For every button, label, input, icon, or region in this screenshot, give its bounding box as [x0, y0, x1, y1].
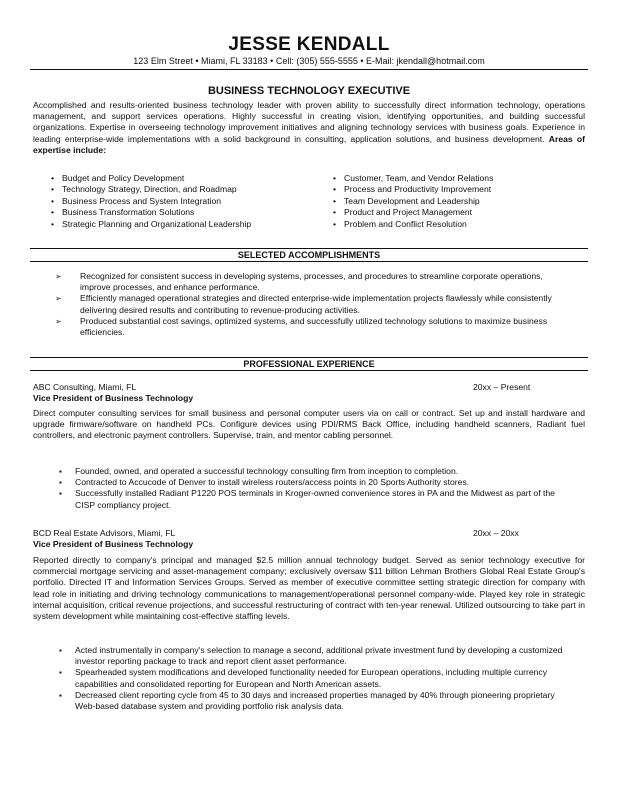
job-dates: 20xx – 20xx — [473, 528, 519, 538]
company-name: ABC Consulting, Miami, FL — [33, 382, 137, 392]
professional-headline: BUSINESS TECHNOLOGY EXECUTIVE — [207, 85, 411, 97]
job-bullet-list — [55, 645, 575, 712]
accomplishments-heading: SELECTED ACCOMPLISHMENTS — [30, 248, 588, 262]
accomplishment-item: ➢ Efficiently managed operational strategies and directed enterprise-wide implementation projects flawlessly while consistently delivering desired results and contributing to revenue-producing activities. — [55, 293, 570, 315]
skills-list-left — [46, 173, 316, 230]
job-header — [33, 382, 585, 393]
job-bullet: ▪ Acted instrumentally in company's selection to manage a second, additional private investment fund by developing a customized investor reporting package to track and report client asset performance. — [55, 645, 575, 667]
accomplishments-list — [55, 271, 570, 338]
skill-item: • Business Transformation Solutions — [46, 207, 316, 218]
header-divider — [30, 69, 588, 70]
summary-text: Accomplished and results-oriented business technology leader with proven ability to successfully direct information technology, operations management, and support services operations. Highly successful in creating vision, identifying opportunities, and building successful organizations. Expertise in overseeing technology improvement initiatives and aligning technology services with business goals. Experience in leading enterprise-wide implementations with a solid background in consulting, application solutions, and business development. — [33, 100, 585, 144]
accomplishment-item: ➢ Produced substantial cost savings, optimized systems, and successfully utilized technology solutions to maximize business efficiencies. — [55, 316, 570, 338]
skill-item: • Strategic Planning and Organizational Leadership — [46, 219, 316, 230]
job-header — [33, 528, 585, 539]
job-bullet: ▪ Decreased client reporting cycle from 45 to 30 days and increased properties managed by 40% through pioneering proprietary Web-based database system and providing portfolio risk analysis data. — [55, 690, 575, 712]
candidate-name: JESSE KENDALL — [228, 34, 390, 55]
expertise-label: Areas of expertise include: — [33, 133, 586, 155]
skill-item: • Problem and Conflict Resolution — [328, 219, 588, 230]
job-bullet: ▪ Founded, owned, and operated a successful technology consulting firm from inception to completion. — [55, 466, 575, 477]
job-title: Vice President of Business Technology — [33, 539, 194, 549]
job-bullet: ▪ Contracted to Accucode of Denver to install wireless routers/access points in 20 Sports Authority stores. — [55, 477, 575, 488]
job-bullet: ▪ Successfully installed Radiant P1220 POS terminals in Kroger-owned convenience stores in PA and the Midwest as part of the CISP compliancy project. — [55, 488, 575, 510]
skill-item: • Budget and Policy Development — [46, 173, 316, 184]
skill-item: • Business Process and System Integration — [46, 196, 316, 207]
skill-item: • Technology Strategy, Direction, and Roadmap — [46, 184, 316, 195]
job-bullet: ▪ Spearheaded system modifications and developed functionality needed for European operations, including multiple currency capabilities and consolidated reporting for European and North American assets. — [55, 667, 575, 689]
job-bullet-list — [55, 466, 575, 511]
company-name: BCD Real Estate Advisors, Miami, FL — [33, 528, 176, 538]
job-description: Direct computer consulting services for small business and personal computer users via on call or contract. Set up and install hardware and upgrade firmware/software on handheld PCs. Configure devices using PDI/RMS Back Office, including handheld scanners, Radiant fuel controllers, and electronic payment controllers. Supervise, train, and mentor cabling personnel. — [33, 408, 585, 441]
job-title: Vice President of Business Technology — [33, 393, 194, 403]
job-description: Reported directly to company's principal and managed $2.5 million annual technology budget. Served as senior technology executive for commercial mortgage servicing and asset-management company; exclusively oversaw $11 billion Lehman Brothers Global Real Estate Group's portfolio. Directed IT and Information Services Groups. Served as member of executive committee setting strategic direction for company with lead role in initiating and driving technology communications to management/operational personnel company-wide. Played key role in strategic internal acquisition, critical revenue projections, and successful restructuring of contract with ten-year renewal. Utilized outsourcing to take part in system development while maintaining cost-effective staffing levels. — [33, 555, 585, 622]
skill-item: • Product and Project Management — [328, 207, 588, 218]
experience-heading: PROFESSIONAL EXPERIENCE — [30, 357, 588, 371]
accomplishment-item: ➢ Recognized for consistent success in developing systems, processes, and procedures to streamline corporate operations, improve processes, and enhance performance. — [55, 271, 570, 293]
summary-paragraph — [33, 100, 585, 156]
skill-item: • Team Development and Leadership — [328, 196, 588, 207]
skill-item: • Customer, Team, and Vendor Relations — [328, 173, 588, 184]
skills-list-right — [328, 173, 588, 230]
skill-item: • Process and Productivity Improvement — [328, 184, 588, 195]
job-dates: 20xx – Present — [473, 382, 531, 392]
contact-line: 123 Elm Street • Miami, FL 33183 • Cell: (305) 555-5555 • E-Mail: jkendall@hotmail.com — [133, 56, 485, 66]
